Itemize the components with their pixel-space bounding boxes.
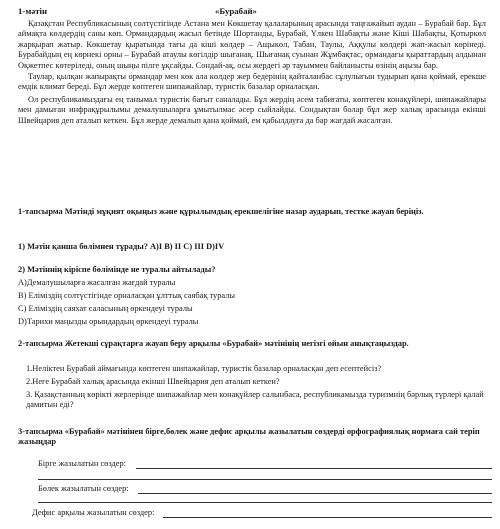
task2-title: 2-тапсырма Жетекші сұрақтарға жауап беру арқылы «Бурабай» мәтінінің негізгі ойын анықтаңыздар. [18,339,409,348]
text-paragraph-1: Қазақстан Республикасының солтүстігінде Астана мен Көкшетау қалаларының арасында таңғажайып аудан – Бурабай бар. Бұл аймақта көлдердің саны көп. Ормандардың жасыл бетінде Шортанды, Бурабай, Үлкен Шабақты және Кіші Шабақты, Қотыркөл жарқырап жатыр. Көкшетау қыратында тағы да кіші көлдер – Ащыкөл, Табан, Таулы, Аққулы көлдері жап-жасыл көрінеді. Бурабайдың ең көрнекі орны – Бурабай атаулы көгілдір шығанақ. Шығанақ суынан Жұмбақтас, ормандағы қыраттардың алдынан Оқжетпес көтеріледі, оның шыңы пілге ұқсайды. Сондай-ақ, осы жердегі әр тауыммен байланысты өзінің аңызы бар. [18,19,486,70]
task2-question: 3. Қазақстанның көрікті жерлерінде шипажайлар мен конақүйлер салынбаса, республикамызда туризмнің бәрлық түрлері қалай дамитын еді? [26,390,484,410]
answer-row-separate [0,484,500,498]
task2-question: 2.Неге Бурабай халық арасында екінші Швейцария деп аталып кеткен? [26,377,280,386]
answer-row-hyphen [0,508,500,522]
text-header [18,6,488,18]
task1-option: D)Тарихи маңызды орындардың өркендеуі туралы [18,317,199,326]
task1-option: B) Еліміздің солтүстігінде орналасқан ұлттық саябақ туралы [18,291,236,300]
answer-line[interactable] [38,502,492,503]
text-number-label: 1-мәтін [18,6,48,16]
answer-row-joined [0,459,500,473]
answer-row-label: Бөлек жазылатын сөздер: [38,484,129,493]
answer-line[interactable] [38,479,492,480]
answer-line[interactable] [136,468,492,469]
answer-row-label: Дефис арқылы жазылатын сөздер: [32,508,155,517]
task2-question: 1.Неліктен Бурабай аймағында көптеген шипажайлар, туристік базалар орналасқан деп есептейсіз? [26,364,382,373]
task3-title: 3-тапсырма «Бурабай» мәтінінен бірге,бөлек және дефис арқылы жазылатын сөздерді орфографиялық нормаға сай теріп жазыңдар [18,427,480,447]
task1-option: C) Еліміздің саяхат саласының өркендеуі туралы [18,304,193,313]
text-paragraph-2: Таулар, қылқан жапырақты ормандар мен көк ала көлдер жер бедерінің қайталанбас сұлулығын тудырып қана қоймай, ерекше емдік климат береді. Бұл жерде көптеген шипажайлар, туристік базалар орналасқан. [18,72,486,92]
task1-question-1: 1) Мәтін қанша бөлімнен тұрады? A)I B) II C) III D)IV [18,242,225,251]
task1-option: А)Демалушыларға жасалған жағдай туралы [18,278,176,287]
task1-title: 1-тапсырма Мәтінді мұқият оқыңыз және құрылымдық ерекшелігіне назар аударып, тестке жауап беріңіз. [18,207,424,216]
text-paragraph-3: Ол республикамыздағы ең танымал туристік бағыт саналады. Бұл жердің әсем табиғаты, көптеген конақүйлері, шипажайлары мен дамыған инфрақұрылымы демалушыларға ұмытылмас әсер сыйлайды. Сондықтан болар бұл жер халық арасында екінші Швейцария деп аталып кеткен. Бұл жерде демалып қана қоймай, ем қабылдауға да бар жағдай жасалған. [18,94,486,125]
text-title: «Бурабай» [215,6,257,16]
answer-line[interactable] [163,517,492,518]
answer-line[interactable] [138,493,492,494]
task1-question-2: 2) Мәтіннің кіріспе бөлімінде не туралы айтылады? [18,265,216,274]
answer-row-label: Бірге жазылатын сөздер: [38,459,126,468]
reading-text [18,19,486,126]
